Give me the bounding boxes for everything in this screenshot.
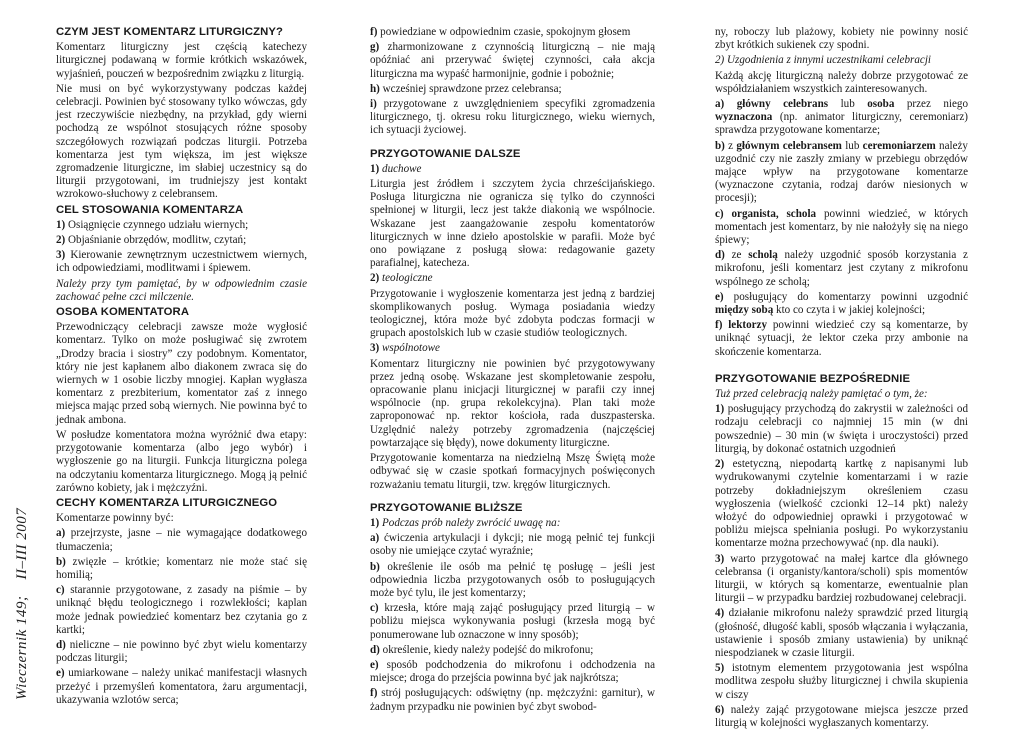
note: Należy przy tym pamiętać, by w odpowiednim czasie zachować pełne czci milczenie.: [56, 277, 307, 303]
list-item: c) krzesła, które mają zająć posługujący przed liturgią – w pobliżu miejsca wykonywania posługi (krzesła mogą być ponumerowane lub oznaczone w inny sposób);: [370, 602, 655, 641]
column-1: [56, 26, 307, 709]
list-item: g) zharmonizowane z czynnością liturgiczną – nie mają opóźniać ani przerywać świętej czynności, cała akcja liturgiczna ma wypaść harmonijnie, godnie i pobożnie;: [370, 41, 655, 80]
list-item: 6) należy zająć przygotowane miejsca jeszcze przed liturgią w kolejności wygłaszanych komentarzy.: [715, 703, 968, 729]
subheading: 1) Podczas prób należy zwrócić uwagę na:: [370, 516, 561, 529]
list-item: a) przejrzyste, jasne – nie wymagające dodatkowego tłumaczenia;: [56, 527, 307, 553]
subheading: 2) teologiczne: [370, 272, 433, 285]
heading-osoba: OSOBA KOMENTATORA: [56, 306, 190, 319]
heading-dalsze: PRZYGOTOWANIE DALSZE: [370, 147, 521, 160]
magazine-issue: Wieczernik 149;: [14, 595, 30, 700]
list-item: a) ćwiczenia artykulacji i dykcji; nie mogą pełnić tej funkcji osoby nie umiejące czytać wyraźnie;: [370, 532, 655, 558]
heading-bezposrednie: PRZYGOTOWANIE BEZPOŚREDNIE: [715, 372, 911, 385]
list-item: 4) działanie mikrofonu należy sprawdzić przed liturgią (głośność, długość kabli, sposób włączania i wyłączania, ustawienie i sposób zmiany ustawienia) by uniknąć niespodzianek w czasie liturgii.: [715, 607, 968, 659]
list-item: 3) warto przygotować na małej kartce dla głównego celebransa (i organisty/kantora/scholi) spis momentów liturgii, w których są komentarze, ewentualnie plan liturgii – w przypadku bardziej rozbudowanej celebracji.: [715, 552, 968, 605]
list-item: e) umiarkowane – należy unikać manifestacji własnych przeżyć i przemyśleń komentatora, żaru argumentacji, ukazywania wzlotów serca;: [56, 667, 307, 706]
paragraph: Liturgia jest źródłem i szczytem życia chrześcijańskiego. Posługa liturgiczna nie ogranicza się tylko do czynności spełnionej w liturgii, lecz jest także diakonią we wspólnocie. Wskazane jest zaangażowanie zespołu komentatorów liturgicznych w inne dzieło apostolskie w parafii. Może być ono powiązane z posługą słowa: redagowanie gazety parafialnej, katecheza.: [370, 178, 655, 270]
list-item: 2) estetyczną, niepodartą kartkę z napisanymi lub wydrukowanymi czytelnie komentarzami i w razie potrzeby dokładniejszym określeniem czasu wygłoszenia (wielkość czcionki 12–14 pkt) należy włożyć do odpowiedniej oprawki i przygotować w pobliżu miejsca spełniania posługi. Po wykorzystaniu komentarze można przechowywać (np. dla nauki).: [715, 458, 968, 550]
list-item: f) powiedziane w odpowiednim czasie, spokojnym głosem: [370, 26, 631, 38]
subheading: 3) wspólnotowe: [370, 342, 440, 355]
paragraph: W posłudze komentatora można wyróżnić dwa etapy: przygotowanie komentarza (albo jego wybór) i wygłoszenie go na liturgii. Funkcja liturgiczna polega na odczytaniu komentarza liturgicznego. Mogą ją pełnić zarówno kobiety, jak i mężczyźni.: [56, 428, 307, 494]
paragraph: Komentarz liturgiczny nie powinien być przygotowywany przez jedną osobę. Wskazane jest skompletowanie zespołu, opracowanie planu inicjacji liturgicznej w parafii czy innej wspólnocie (np. grupa rekolekcyjna). Plan taki może zaproponować np. rektor kościoła, rada duszpasterska. Uzględnić należy potrzeby zgromadzenia (najczęściej powtarzające się błędy), nowe dokumenty liturgiczne.: [370, 357, 655, 449]
list-item: 1) Osiągnięcie czynnego udziału wiernych;: [56, 218, 249, 231]
list-item: e) posługujący do komentarzy powinni uzgodnić między sobą kto co czyta i w jakiej kolejności;: [715, 290, 968, 317]
list-item: b) zwięzłe – krótkie; komentarz nie może stać się homilią;: [56, 555, 307, 581]
heading-cechy: CECHY KOMENTARZA LITURGICZNEGO: [56, 496, 278, 509]
paragraph: Nie musi on być wykorzystywany podczas każdej celebracji. Powinien być stosowany tylko wówczas, gdy jest rzeczywiście niezbędny, na przykład, gdy wierni pochodzą ze wspólnot stosujących różne sposoby szczegółowych rozwiązań podczas liturgii. Potrzeba komentarza jest tym większa, im jest większe zgromadzenie liturgiczne, im słabiej uczestnicy są do liturgii przygotowani, im trudniejszy jest kontakt wzrokowo-słuchowy z celebransem.: [56, 82, 307, 201]
paragraph: Komentarz liturgiczny jest częścią katechezy liturgicznej podawaną w formie krótkich wskazówek, wyjaśnień, pouczeń w bezpośrednim związku z liturgią.: [56, 41, 307, 80]
paragraph: Przewodniczący celebracji zawsze może wygłosić komentarz. Tylko on może posługiwać się zwrotem „Drodzy bracia i siostry” czy podobnym. Komentator, który nie jest kapłanem albo diakonem zwraca się do wiernych w 1 osobie liczby mnogiej. Kapłan wygłasza komentarz z prezbiterium, komentator zaś z innego miejsca mając przed sobą wiernych. Nie powinna być to jednak ambona.: [56, 321, 307, 426]
list-item: h) wcześniej sprawdzone przez celebransa;: [370, 82, 562, 95]
paragraph: Każdą akcję liturgiczną należy dobrze przygotować ze współdziałaniem wszystkich zainteresowanych.: [715, 69, 968, 95]
list-item: d) określenie, kiedy należy podejść do mikrofonu;: [370, 643, 594, 656]
paragraph: Komentarze powinny być:: [56, 512, 174, 525]
vertical-sidebar: [14, 470, 34, 700]
list-item: b) z głównym celebransem lub ceremoniarzem należy uzgodnić czy nie zaszły zmiany w przebiegu obrzędów mające wpływ na przygotowane komentarze (wyznaczone czytania, rodzaj darów niesionych w procesji);: [715, 139, 968, 205]
list-item: 2) Objaśnianie obrzędów, modlitw, czytań;: [56, 234, 247, 247]
column-2: [370, 26, 655, 716]
column-3: [715, 26, 968, 732]
list-item: e) sposób podchodzenia do mikrofonu i odchodzenia na miejsce; droga do przejścia powinna być jak najkrótsza;: [370, 658, 655, 685]
list-item: a) główny celebrans lub osoba przez niego wyznaczona (np. animator liturgiczny, ceremoniarz) sprawdza przygotowane komentarze;: [715, 98, 968, 137]
paragraph: ny, roboczy lub plażowy, kobiety nie powinny nosić zbyt krótkich sukienek czy spodni.: [715, 26, 968, 52]
heading-blizsze: PRZYGOTOWANIE BLIŻSZE: [370, 501, 523, 514]
intro: Tuż przed celebracją należy pamiętać o tym, że:: [715, 388, 928, 401]
issue-date: II–III 2007: [14, 507, 30, 580]
paragraph: Przygotowanie i wygłoszenie komentarza jest jedną z bardziej skomplikowanych posług. Wymaga posiadania wiedzy teologicznej, która może być zdobyta podczas formacji w grupach apostolskich lub w czasie studiów teologicznych.: [370, 287, 655, 340]
paragraph: Przygotowanie komentarza na niedzielną Mszę Świętą może odbywać się w czasie spotkań formacyjnych poświęconych rozważaniu tematu liturgii, tzw. kręgów liturgicznych.: [370, 452, 655, 491]
list-item: i) przygotowane z uwzględnieniem specyfiki zgromadzenia liturgicznego, tj. okresu roku liturgicznego, wieku wiernych, ich sytuacji życiowej.: [370, 98, 655, 137]
list-item: b) określenie ile osób ma pełnić tę posługę – jeśli jest odpowiednia liczba przygotowanych osób to posługujących może być tylu, ile jest komentarzy;: [370, 560, 655, 599]
heading-cel: CEL STOSOWANIA KOMENTARZA: [56, 203, 244, 216]
list-item: d) ze scholą należy uzgodnić sposób korzystania z mikrofonu, jeśli komentarz jest czytany z mikrofonu wspólnego ze scholą;: [715, 249, 968, 288]
heading-czym-jest: CZYM JEST KOMENTARZ LITURGICZNY?: [56, 26, 284, 38]
subheading: 2) Uzgodnienia z innymi uczestnikami celebracji: [715, 54, 931, 67]
list-item: f) lektorzy powinni wiedzieć czy są komentarze, by uniknąć sytuacji, że lektor czeka przy ambonie na skończenie komentarza.: [715, 319, 968, 358]
list-item: c) starannie przygotowane, z zasady na piśmie – by uniknąć błędu teologicznego i rozwlekłości; kaplan może jednak powiedzieć komentarz bez czytania go z kartki;: [56, 584, 307, 636]
list-item: 3) Kierowanie zewnętrznym uczestnictwem wiernych, ich odpowiedziami, modlitwami i śpiewem.: [56, 249, 307, 275]
list-item: d) nieliczne – nie powinno być zbyt wielu komentarzy podczas liturgii;: [56, 638, 307, 665]
list-item: c) organista, schola powinni wiedzieć, w których momentach jest komentarz, by nie nałożyły się na niego śpiewy;: [715, 207, 968, 247]
subheading: 1) duchowe: [370, 162, 422, 175]
list-item: f) strój posługujących: odświętny (np. mężczyźni: garnitur), w żadnym przypadku nie powinien być zbyt swobod-: [370, 687, 655, 713]
list-item: 5) istotnym elementem przygotowania jest wspólna modlitwa zespołu służby liturgicznej i chwila skupienia w ciszy: [715, 662, 968, 701]
list-item: 1) posługujący przychodzą do zakrystii w zależności od rodzaju celebracji co najmniej 15 min (w dni powszednie) – 30 min (w święta i uroczystości) przed liturgią, by dokonać ostatnich uzgodnień: [715, 403, 968, 455]
